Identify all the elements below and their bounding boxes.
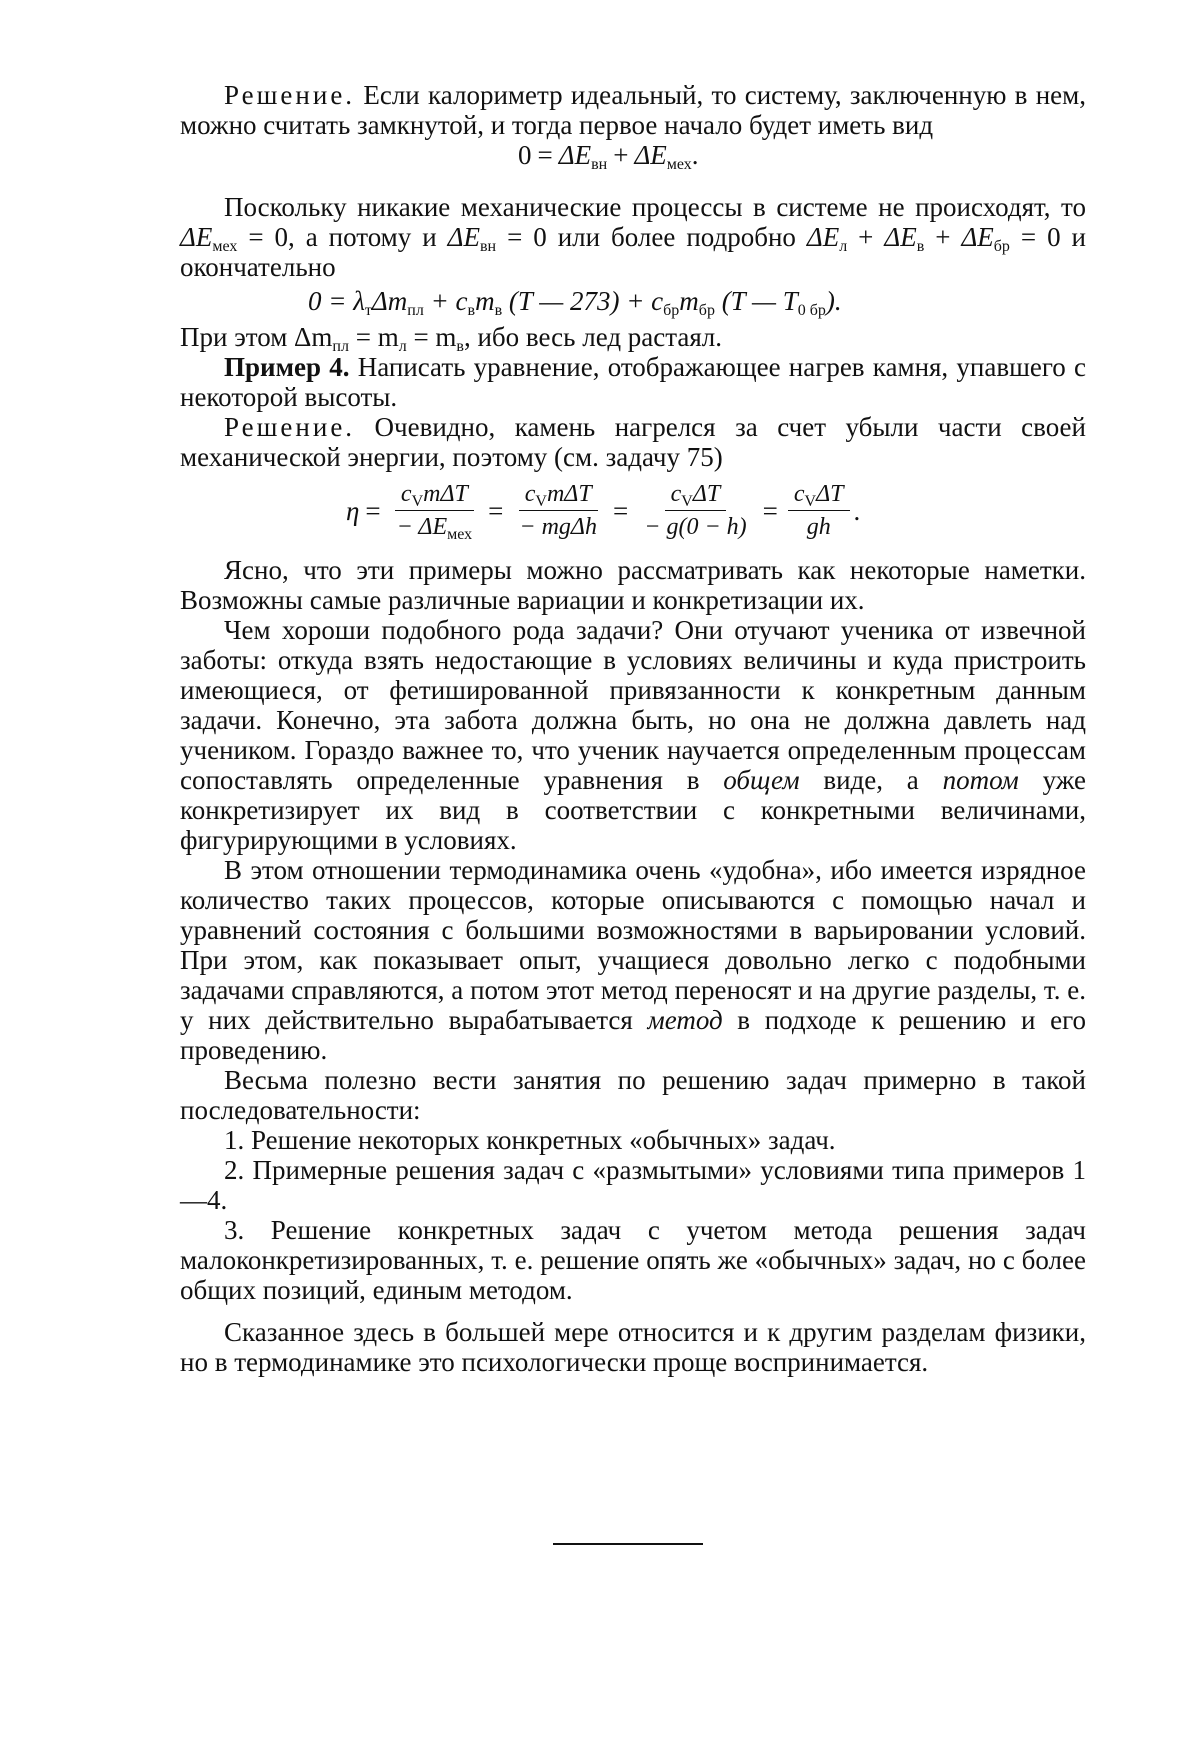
paragraph-example-4: Пример 4. Написать уравнение, отображающее нагрев камня, упавшего с некоторой высоты. — [180, 352, 1086, 412]
paragraph-thermodynamics: В этом отношении термодинамика очень «удобна», ибо имеется изрядное количество таких процессов, которые описываются с помощью начал и уравнений состояния с большими возможностями в варьировании условий. При этом, как показывает опыт, учащиеся довольно легко с подобными задачами справляются, а потом этот метод переносят и на другие разделы, т. е. у них действительно вырабатывается метод в подходе к решению и его проведению. — [180, 855, 1086, 1065]
list-item-3: 3. Решение конкретных задач с учетом метода решения задач малоконкретизированных, т. е. решение опять же «обычных» задач, но с более общих позиций, единым методом. — [180, 1215, 1086, 1305]
paragraph-conclusion: Сказанное здесь в большей мере относится и к другим разделам физики, но в термодинамике это психологически проще воспринимается. — [180, 1317, 1086, 1377]
paragraph-text: Если калориметр идеальный, то систему, заключенную в нем, можно считать замкнутой, и тогда первое начало будет иметь вид — [180, 80, 1086, 140]
solution-label: Решение. — [224, 80, 356, 110]
paragraph-solution-3 — [180, 80, 1086, 140]
paragraph-why-good: Чем хороши подобного рода задачи? Они отучают ученика от извечной заботы: откуда взять недостающие в условиях величины и куда пристроить имеющиеся, от фетишированной привязанности к конкретным данным задачи. Конечно, эта забота должна быть, но она не должна давлеть над учеником. Гораздо важнее то, что ученик научается определенным процессам сопоставлять определенные уравнения в общем виде, а потом уже конкретизирует их вид в соответствии с конкретными величинами, фигурирующими в условиях. — [180, 615, 1086, 855]
solution-label: Решение. — [224, 412, 356, 442]
paragraph-energy-balance: Поскольку никакие механические процессы в системе не происходят, то $\Delta E_{мех} = 0$, а потому и $\Delta E_{вн} = 0$ или более подробно $\Delta E_л + \Delta E_в + \Delta E_{бр} = 0$ и окончательно — [180, 192, 1086, 282]
equation-first-law: $0 = \Delta E_{вн} + \Delta E_{мех}$. — [518, 140, 699, 173]
paragraph-sketches: Ясно, что эти примеры можно рассматривать как некоторые наметки. Возможны самые различные вариации и конкретизации их. — [180, 555, 1086, 615]
list-item-2: 2. Примерные решения задач с «размытыми» условиями типа примеров 1—4. — [180, 1155, 1086, 1215]
example-label: Пример 4. — [224, 352, 350, 382]
fraction-3: $\frac{c_V\Delta T}{- g(0 - h)}$ — [644, 481, 747, 540]
fraction-1: $\frac{c_Vm\Delta T}{- \Delta E_{мех}}$ — [396, 481, 473, 543]
fraction-2: $\frac{c_Vm\Delta T}{\text{− mgΔh}}$ — [519, 481, 598, 540]
section-end-rule — [553, 1543, 703, 1545]
paragraph-solution-4: Решение. Очевидно, камень нагрелся за счет убыли части своей механической энергии, поэтому (см. задачу 75) — [180, 412, 1086, 472]
equation-efficiency: η = $\frac{c_Vm\Delta T}{- \Delta E_{мех}}$ = $\frac{c_Vm\Delta T}{\text{− mgΔh}}$ = $\frac{c_V\Delta T}{- g(0 - h)}$ = $\frac{c_V\Delta T}{gh}$ . — [346, 481, 861, 543]
paragraph-sequence-intro: Весьма полезно вести занятия по решению задач примерно в такой последовательности: — [180, 1065, 1086, 1125]
text-column — [180, 80, 1086, 1377]
paragraph-ice-melted: При этом $\Delta m_{пл} = m_л = m_в$, ибо весь лед растаял. — [180, 322, 723, 355]
fraction-4: $\frac{c_V\Delta T}{gh}$ — [788, 480, 850, 541]
equation-heat-balance: $0 = \lambda_т\Delta m_{пл} + c_вm_в$ (T — $273) + c_{бр}m_{бр}$ (T — $T_{0 бр}$). — [308, 286, 842, 319]
list-item-1: 1. Решение некоторых конкретных «обычных» задач. — [224, 1125, 836, 1155]
spacer — [180, 1305, 1086, 1317]
